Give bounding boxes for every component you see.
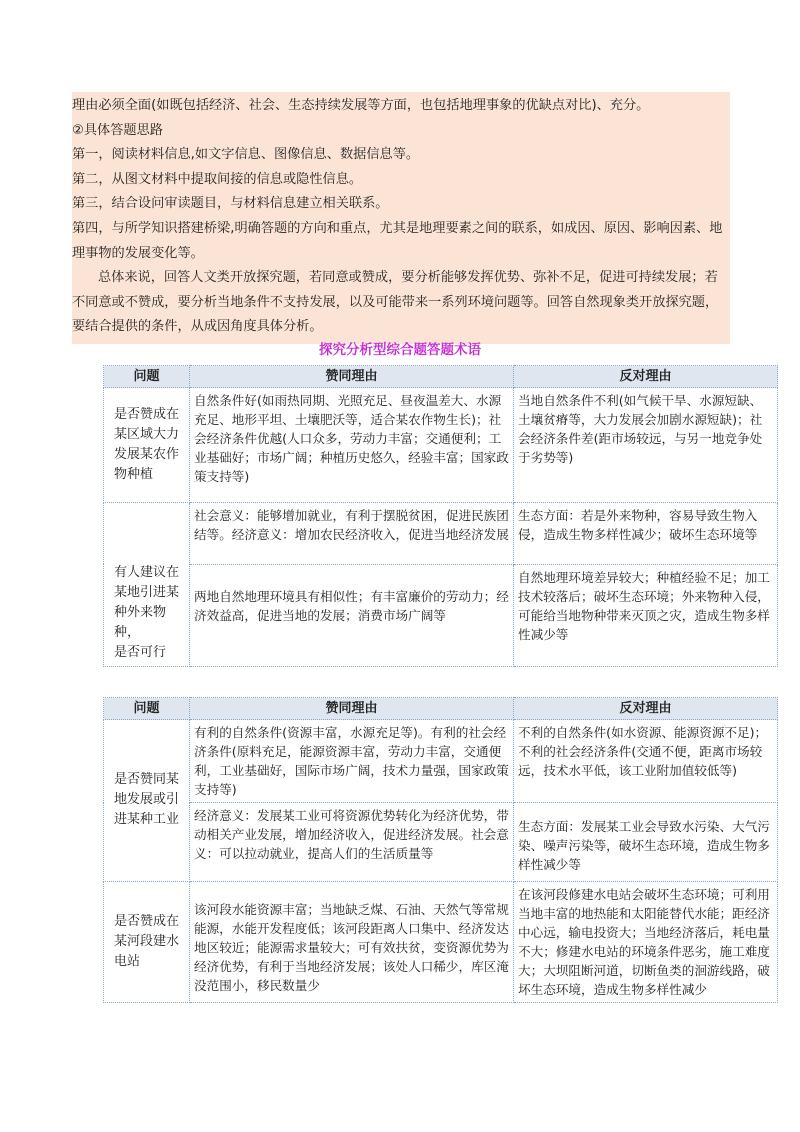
terms-table-1 [103, 365, 778, 667]
agree-cell: 两地自然地理环境具有相似性；有丰富廉价的劳动力；经济效益高，促进当地的发展；消费市场广阔等 [190, 564, 514, 666]
question-cell: 是否赞成在 某河段建水 电站 [104, 882, 190, 1003]
table-row [104, 882, 778, 1003]
table-row [104, 720, 778, 803]
header-oppose: 反对理由 [514, 366, 778, 388]
oppose-cell: 在该河段修建水电站会破坏生态环境；可利用当地丰富的地热能和太阳能替代水能；距经济中心远，输电投资大；当地经济落后，耗电量不大；修建水电站的环境条件恶劣，施工难度大；大坝阻断河道，切断鱼类的洄游线路，破坏生态环境，造成生物多样性减少 [514, 882, 778, 1003]
oppose-cell: 不利的自然条件(如水资源、能源资源不足)；不利的社会经济条件(交通不便，距离市场较远，技术水平低，该工业附加值较低等) [514, 720, 778, 803]
oppose-cell: 生态方面：若是外来物种，容易导致生物入侵，造成生物多样性减少；破坏生态环境等 [514, 503, 778, 565]
question-cell: 是否赞同某 地发展或引 进某种工业 [104, 720, 190, 882]
intro-paragraph: 第二，从图文材料中提取间接的信息或隐性信息。 [72, 171, 363, 187]
agree-cell: 经济意义：发展某工业可将资源优势转化为经济优势，带动相关产业发展，增加经济收入，促进经济发展。社会意义：可以拉动就业，提高人们的生活质量等 [190, 803, 514, 882]
terms-table-2 [103, 697, 778, 1003]
agree-cell: 有利的自然条件(资源丰富，水源充足等)。有利的社会经济条件(原料充足，能源资源丰富，劳动力丰富，交通便利，工业基础好，国际市场广阔，技术力量强，国家政策支持等) [190, 720, 514, 803]
agree-cell: 自然条件好(如雨热同期、光照充足、昼夜温差大、水源充足、地形平坦、土壤肥沃等，适合某农作物生长)；社会经济条件优越(人口众多，劳动力丰富；交通便利；工业基础好；市场广阔；种植历史悠久，经验丰富；国家政策支持等) [190, 388, 514, 503]
table-header-row [104, 698, 778, 720]
table-row [104, 564, 778, 666]
question-cell: 是否赞成在 某区域大力 发展某农作 物种植 [104, 388, 190, 503]
section-title: 探究分析型综合题答题术语 [319, 342, 481, 358]
intro-summary-paragraph: 总体来说，回答人文类开放探究题，若同意或赞成，要分析能够发挥优势、弥补不足，促进可持续发展；若不同意或不赞成，要分析当地条件不支持发展，以及可能带来一系列环境问题等。回答自然现象类开放探究题，要结合提供的条件，从成因角度具体分析。 [72, 270, 719, 335]
table-row [104, 388, 778, 503]
intro-paragraph: 第三，结合设问审读题目，与材料信息建立相关联系。 [72, 196, 389, 212]
header-question: 问题 [104, 698, 190, 720]
question-cell: 有人建议在 某地引进某 种外来物种， 是否可行 [104, 503, 190, 667]
table-row [104, 803, 778, 882]
agree-cell: 该河段水能资源丰富；当地缺乏煤、石油、天然气等常规能源，水能开发程度低；该河段距离人口集中、经济发达地区较近；能源需求量较大；可有效扶贫，变资源优势为经济优势，有利于当地经济发展；该处人口稀少，库区淹没范围小，移民数量少 [190, 882, 514, 1003]
header-oppose: 反对理由 [514, 698, 778, 720]
oppose-cell: 当地自然条件不利(如气候干旱、水源短缺、土壤贫瘠等，大力发展会加剧水源短缺)；社会经济条件差(距市场较远，与另一地竞争处于劣势等) [514, 388, 778, 503]
intro-text-block [72, 92, 730, 344]
oppose-cell: 生态方面：发展某工业会导致水污染、大气污染、噪声污染等，破坏生态环境，造成生物多样性减少等 [514, 803, 778, 882]
agree-cell: 社会意义：能够增加就业，有利于摆脱贫困，促进民族团结等。经济意义：增加农民经济收入，促进当地经济发展 [190, 503, 514, 565]
header-agree: 赞同理由 [190, 698, 514, 720]
intro-paragraph: ②具体答题思路 [72, 122, 163, 138]
intro-paragraph: 理由必须全面(如既包括经济、社会、生态持续发展等方面，也包括地理事象的优缺点对比)、充分。 [72, 98, 650, 113]
table-header-row [104, 366, 778, 388]
header-agree: 赞同理由 [190, 366, 514, 388]
table-row [104, 503, 778, 565]
intro-paragraph: 第一，阅读材料信息,如文字信息、图像信息、数据信息等。 [72, 147, 420, 163]
intro-paragraph: 第四，与所学知识搭建桥梁,明确答题的方向和重点，尤其是地理要素之间的联系，如成因、原因、影响因素、地理事物的发展变化等。 [72, 220, 723, 261]
header-question: 问题 [104, 366, 190, 388]
oppose-cell: 自然地理环境差异较大；种植经验不足；加工技术较落后；破坏生态环境；外来物种入侵，可能给当地物种带来灭顶之灾，造成生物多样性减少等 [514, 564, 778, 666]
